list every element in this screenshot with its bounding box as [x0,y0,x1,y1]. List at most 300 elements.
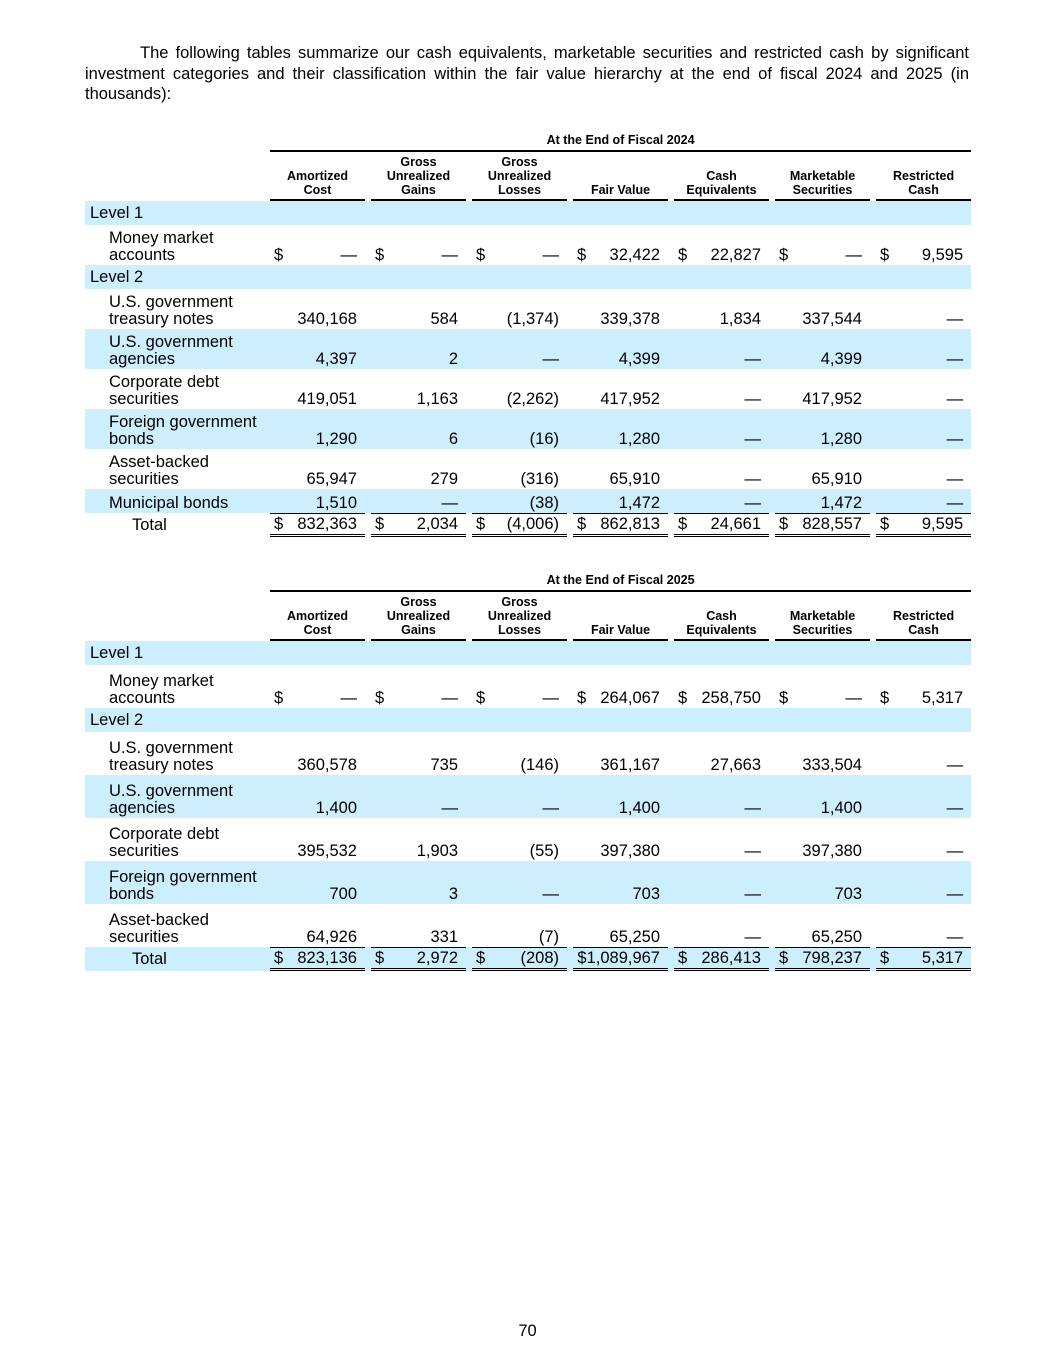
row-label-line: Total [132,949,167,968]
table-row [85,369,971,409]
currency-symbol [472,449,489,489]
table-row [85,818,971,861]
cell-value: 340,168 [297,310,357,328]
currency-symbol [876,861,893,904]
currency-symbol: $ [678,246,688,264]
cell-value: — [691,329,769,369]
cell-value: 417,952 [600,390,660,408]
cell-value: — [691,861,769,904]
currency-symbol [876,449,893,489]
level-row [85,201,971,225]
row-label-line: accounts [109,689,176,707]
row-label [85,861,270,904]
cell-value: 1,472 [590,489,668,513]
cell-value: 5,317 [921,689,964,707]
cell-value: 32,422 [609,246,660,264]
currency-symbol [674,775,691,818]
cell-value: — [489,861,567,904]
currency-symbol [775,904,792,947]
currency-symbol [674,289,691,329]
currency-symbol [371,818,388,861]
currency-symbol [674,409,691,449]
currency-symbol [573,904,590,947]
cell-value: 1,510 [287,489,365,513]
currency-symbol: $ [274,246,284,264]
currency-symbol [775,449,792,489]
currency-symbol: $ [274,689,284,707]
currency-symbol: $ [876,947,893,971]
currency-symbol [876,369,893,409]
cell-value: — [893,329,971,369]
row-label [85,225,270,265]
cell-value: 24,661 [691,513,769,537]
table-row [85,775,971,818]
currency-symbol [270,449,287,489]
column-header-line: Cash [706,609,737,623]
currency-symbol: $ [577,246,587,264]
cell-value: 823,136 [287,947,365,971]
table-row [85,904,971,947]
column-header-line: Equivalents [686,183,757,197]
cell-value: 1,400 [287,775,365,818]
row-label-line: securities [109,390,179,408]
currency-symbol: $ [674,513,691,537]
cell-value: — [946,470,964,488]
row-label [85,732,270,775]
currency-symbol [573,409,590,449]
cell-value: 1,472 [792,489,870,513]
column-header [674,152,769,201]
cell-value: 1,280 [792,409,870,449]
cell-value: 65,910 [609,470,660,488]
cell-value: 1,834 [719,310,761,328]
cell-value: 3 [388,861,466,904]
table-title: At the End of Fiscal 2024 [270,131,971,152]
table-row [85,732,971,775]
column-header-line: Securities [792,183,853,197]
currency-symbol [674,369,691,409]
currency-symbol [876,818,893,861]
table-caption-row [85,571,971,592]
currency-symbol [371,289,388,329]
cell-value: 1,903 [416,842,458,860]
level-label: Level 1 [85,201,270,225]
currency-symbol [775,289,792,329]
currency-symbol [371,489,388,513]
cell-value: 361,167 [600,756,660,774]
cell-value: 5,317 [893,947,971,971]
cell-value: — [946,928,964,946]
currency-symbol: $ [779,246,789,264]
column-header [270,592,365,641]
cell-value: 735 [430,756,458,774]
row-label-line: U.S. government [109,333,233,351]
currency-symbol: $ [371,513,388,537]
currency-symbol: $ [476,246,486,264]
column-header-line: Losses [497,183,542,197]
row-label-line: Municipal bonds [109,494,229,512]
column-header-line: Restricted [893,169,955,183]
currency-symbol: $ [876,513,893,537]
cell-value: — [691,409,769,449]
cell-value: — [340,246,357,264]
currency-symbol [270,904,287,947]
currency-symbol [674,818,691,861]
currency-symbol [472,489,489,513]
cell-value: 65,250 [811,928,862,946]
currency-symbol [876,289,893,329]
column-header-line: Amortized [286,169,349,183]
cell-value: (316) [520,470,559,488]
currency-symbol [876,329,893,369]
table-row [85,665,971,708]
currency-symbol [270,861,287,904]
row-label [85,289,270,329]
row-label-line: Foreign government [109,413,257,431]
column-header-line: Cost [303,623,332,637]
currency-symbol: $ [573,513,590,537]
currency-symbol [674,449,691,489]
cell-value: 798,237 [792,947,870,971]
column-header [472,152,567,201]
column-header [472,592,567,641]
currency-symbol [371,732,388,775]
cell-value: 9,595 [893,513,971,537]
row-label [85,818,270,861]
cell-value: — [542,689,559,707]
row-label-line: bonds [109,885,154,903]
column-header [674,592,769,641]
cell-value: 65,910 [811,470,862,488]
currency-symbol [573,329,590,369]
cell-value: (38) [489,489,567,513]
cell-value: 264,067 [600,689,660,707]
table-row [85,329,971,369]
currency-symbol [270,732,287,775]
column-header [371,152,466,201]
cell-value: — [744,928,761,946]
column-header-row [85,592,971,641]
cell-value: 1,400 [792,775,870,818]
column-header [573,152,668,201]
table-row [85,409,971,449]
column-header [371,592,466,641]
column-header-line: Unrealized [386,609,451,623]
currency-symbol [573,489,590,513]
row-label-line: Asset-backed [109,911,209,929]
row-label-line: securities [109,842,179,860]
currency-symbol [371,329,388,369]
currency-symbol: $ [678,689,688,707]
cell-value: — [893,861,971,904]
table-row [85,225,971,265]
row-label [85,369,270,409]
currency-symbol [270,489,287,513]
row-label [85,904,270,947]
row-label-line: agencies [109,350,176,368]
cell-value: 1,290 [287,409,365,449]
column-header [775,152,870,201]
cell-value: — [744,390,761,408]
currency-symbol [270,369,287,409]
currency-symbol [775,329,792,369]
currency-symbol [371,904,388,947]
cell-value: (7) [538,928,559,946]
row-label-line: bonds [109,430,154,448]
table-title: At the End of Fiscal 2025 [270,571,971,592]
currency-symbol: $ [880,246,890,264]
cell-value: — [946,310,964,328]
column-header [270,152,365,201]
cell-value: 65,250 [609,928,660,946]
currency-symbol: $ [270,947,287,971]
currency-symbol [573,369,590,409]
cell-value: — [893,775,971,818]
column-header-line: Gross [501,155,538,169]
level-label: Level 2 [85,708,270,732]
row-label-line: Money market [109,229,214,247]
cell-value: (55) [529,842,559,860]
column-header [573,592,668,641]
column-header-line: Cash [706,169,737,183]
cell-value: 286,413 [691,947,769,971]
level-row [85,641,971,665]
currency-symbol [472,329,489,369]
row-label [85,329,270,369]
cell-value: 337,544 [802,310,862,328]
cell-value: — [744,842,761,860]
currency-symbol: $ [880,689,890,707]
cell-value: — [388,489,466,513]
currency-symbol [573,289,590,329]
cell-value: 703 [792,861,870,904]
column-header [876,152,971,201]
currency-symbol: $ [472,947,489,971]
currency-symbol [775,369,792,409]
column-header-line: Unrealized [386,169,451,183]
level-row [85,708,971,732]
currency-symbol: $ [577,689,587,707]
column-header-line: Fair Value [590,183,651,197]
cell-value: (16) [489,409,567,449]
cell-value: 27,663 [710,756,761,774]
currency-symbol [674,861,691,904]
currency-symbol [876,732,893,775]
cell-value: — [340,689,357,707]
row-label [85,513,270,537]
cell-value: — [893,409,971,449]
table-caption-row [85,131,971,152]
row-label [85,449,270,489]
column-header-line: Gross [501,595,538,609]
column-header-line: Cash [908,183,939,197]
currency-symbol [876,904,893,947]
currency-symbol [775,489,792,513]
currency-symbol [573,775,590,818]
cell-value: 828,557 [792,513,870,537]
column-header-line: Gains [401,623,436,637]
column-header-row [85,152,971,201]
cell-value: (4,006) [489,513,567,537]
currency-symbol [371,775,388,818]
currency-symbol [472,369,489,409]
column-header-line: Securities [792,623,853,637]
column-header-line: Unrealized [487,609,552,623]
currency-symbol [674,904,691,947]
cell-value: — [691,489,769,513]
cell-value: 4,397 [287,329,365,369]
cell-value: 862,813 [590,513,668,537]
cell-value: (208) [489,947,567,971]
currency-symbol [270,329,287,369]
currency-symbol [270,818,287,861]
cell-value: (146) [520,756,559,774]
column-header-line: Cost [303,183,332,197]
cell-value: 832,363 [287,513,365,537]
currency-symbol [775,861,792,904]
row-label-line: Corporate debt [109,825,220,843]
cell-value: — [441,689,458,707]
cell-value: 1,163 [416,390,458,408]
row-label-line: Money market [109,672,214,690]
row-label [85,665,270,708]
cell-value: 279 [430,470,458,488]
currency-symbol: $ [775,947,792,971]
table-row [85,861,971,904]
row-label-line: Foreign government [109,868,257,886]
cell-value: 584 [430,310,458,328]
row-label-line: securities [109,470,179,488]
cell-value: — [893,489,971,513]
column-header-line: Gross [400,155,437,169]
cell-value: 1,280 [590,409,668,449]
cell-value: — [691,775,769,818]
currency-symbol: $ [476,689,486,707]
currency-symbol [674,329,691,369]
cell-value: — [489,775,567,818]
row-label [85,775,270,818]
column-header-line: Fair Value [590,623,651,637]
cell-value: 397,380 [802,842,862,860]
cell-value: — [946,756,964,774]
currency-symbol [674,732,691,775]
column-header-line: Marketable [789,169,856,183]
cell-value: 331 [430,928,458,946]
currency-symbol [573,861,590,904]
cell-value: 360,578 [297,756,357,774]
row-label-line: agencies [109,799,176,817]
cell-value: 1,400 [590,775,668,818]
column-header-line: Gross [400,595,437,609]
cell-value: 703 [590,861,668,904]
page-number: 70 [518,1322,537,1340]
cell-value: $1,089,967 [573,947,668,971]
cell-value: — [744,470,761,488]
cell-value: 339,378 [600,310,660,328]
cell-value: 333,504 [802,756,862,774]
cell-value: — [845,246,862,264]
cell-value: 6 [388,409,466,449]
cell-value: — [845,689,862,707]
level-label: Level 1 [85,641,270,665]
currency-symbol [270,409,287,449]
column-header-line: Cash [908,623,939,637]
column-header [775,592,870,641]
row-label-line: treasury notes [109,310,214,328]
row-label-line: Total [132,515,167,534]
row-label [85,489,270,513]
fiscal-2024-table [85,131,971,537]
row-label-line: Asset-backed [109,453,209,471]
currency-symbol [371,409,388,449]
table-row [85,289,971,329]
cell-value: 4,399 [590,329,668,369]
currency-symbol [472,904,489,947]
currency-symbol [775,818,792,861]
cell-value: 64,926 [306,928,357,946]
cell-value: — [388,775,466,818]
currency-symbol: $ [779,689,789,707]
cell-value: 4,399 [792,329,870,369]
cell-value: (1,374) [506,310,559,328]
cell-value: — [441,246,458,264]
row-label [85,409,270,449]
row-label-line: securities [109,928,179,946]
column-header-line: Gains [401,183,436,197]
cell-value: 700 [287,861,365,904]
currency-symbol [472,818,489,861]
currency-symbol [472,861,489,904]
currency-symbol [371,369,388,409]
cell-value: 2 [388,329,466,369]
currency-symbol: $ [270,513,287,537]
cell-value: 2,972 [388,947,466,971]
cell-value: — [489,329,567,369]
cell-value: 417,952 [802,390,862,408]
currency-symbol: $ [375,246,385,264]
cell-value: — [946,390,964,408]
table-row [85,489,971,513]
currency-symbol [472,289,489,329]
currency-symbol [371,861,388,904]
currency-symbol [775,775,792,818]
currency-symbol: $ [371,947,388,971]
currency-symbol [270,775,287,818]
currency-symbol [775,409,792,449]
currency-symbol [876,775,893,818]
currency-symbol [270,289,287,329]
currency-symbol [472,775,489,818]
currency-symbol [876,489,893,513]
column-header-line: Marketable [789,609,856,623]
currency-symbol [371,449,388,489]
currency-symbol: $ [775,513,792,537]
column-header-line: Equivalents [686,623,757,637]
row-label [85,947,270,971]
cell-value: 397,380 [600,842,660,860]
row-label-line: U.S. government [109,782,233,800]
currency-symbol: $ [472,513,489,537]
currency-symbol [472,732,489,775]
currency-symbol [876,409,893,449]
cell-value: 22,827 [710,246,761,264]
intro-paragraph: The following tables summarize our cash equivalents, marketable securities and restricted cash by significant investment categories and their classification within the fair value hierarchy at the end of fiscal 2024 and 2025 (in thousands): [85,44,969,103]
row-label-line: treasury notes [109,756,214,774]
row-label-line: Corporate debt [109,373,220,391]
currency-symbol [573,818,590,861]
currency-symbol: $ [674,947,691,971]
cell-value: — [946,842,964,860]
